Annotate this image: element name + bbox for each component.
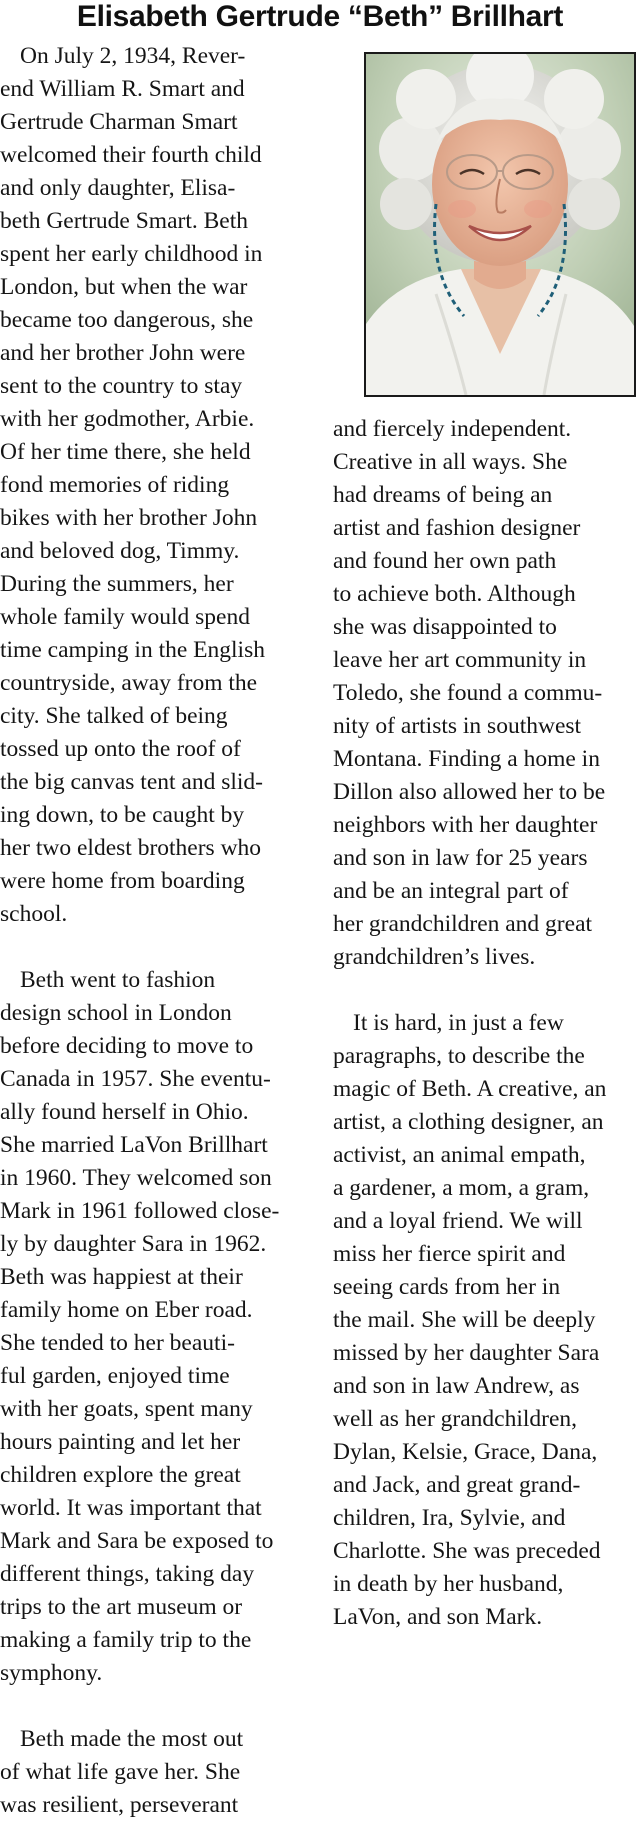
text-line: and son in law for 25 years [333,845,588,871]
text-line: children explore the great [0,1462,241,1488]
text-line: leave her art community in [333,647,587,673]
text-line: ly by daughter Sara in 1962. [0,1231,267,1257]
text-line: Gertrude Charman Smart [0,109,238,135]
text-line: tossed up onto the roof of [0,736,241,762]
paragraph-gap [333,974,640,1007]
text-line: ally found herself in Ohio. [0,1099,249,1125]
text-line: with her goats, spent many [0,1396,253,1422]
text-line: welcomed their fourth child [0,142,262,168]
text-line: world. It was important that [0,1495,262,1521]
text-line: time camping in the English [0,637,265,663]
text-line: sent to the country to stay [0,373,243,399]
text-line: making a family trip to the [0,1627,252,1653]
text-line: nity of artists in southwest [333,713,582,739]
text-line: Dylan, Kelsie, Grace, Dana, [333,1439,598,1465]
text-line: spent her early childhood in [0,241,263,267]
text-line: Montana. Finding a home in [333,746,600,772]
text-line: Mark in 1961 followed close- [0,1198,280,1224]
text-line: Charlotte. She was preceded [333,1538,601,1564]
text-line: LaVon, and son Mark. [333,1604,543,1630]
text-line: Beth made the most out [20,1726,244,1752]
text-line: beth Gertrude Smart. Beth [0,208,248,234]
text-line: and a loyal friend. We will [333,1208,583,1234]
text-line: and be an integral part of [333,878,569,904]
text-line: Canada in 1957. She eventu- [0,1066,271,1092]
text-line: bikes with her brother John [0,505,258,531]
text-line: symphony. [0,1660,103,1686]
text-line: neighbors with her daughter [333,812,598,838]
text-line: city. She talked of being [0,703,228,729]
text-line: and son in law Andrew, as [333,1373,580,1399]
text-line: design school in London [0,1000,232,1026]
text-line: was resilient, perseverant [0,1792,239,1818]
portrait-illustration [366,54,634,395]
text-line: Beth was happiest at their [0,1264,243,1290]
text-line: It is hard, in just a few [353,1010,564,1036]
text-line: and beloved dog, Timmy. [0,538,240,564]
text-line: magic of Beth. A creative, an [333,1076,607,1102]
text-line: the mail. She will be deeply [333,1307,596,1333]
text-line: whole family would spend [0,604,250,630]
text-line: to achieve both. Although [333,581,576,607]
paragraph-gap [0,931,318,964]
text-line: she was disappointed to [333,614,557,640]
portrait-photo [364,52,636,397]
text-line: hours painting and let her [0,1429,241,1455]
text-line: end William R. Smart and [0,76,245,102]
text-line: and fiercely independent. [333,416,572,442]
text-line: in 1960. They welcomed son [0,1165,272,1191]
text-line: countryside, away from the [0,670,258,696]
text-line: Dillon also allowed her to be [333,779,606,805]
text-line: During the summers, her [0,571,234,597]
text-line: and Jack, and great grand- [333,1472,581,1498]
text-line: ful garden, enjoyed time [0,1363,230,1389]
text-line: her grandchildren and great [333,911,593,937]
text-line: artist and fashion designer [333,515,581,541]
text-line: fond memories of riding [0,472,230,498]
text-line: with her godmother, Arbie. [0,406,255,432]
text-line: On July 2, 1934, Rever- [20,43,246,69]
text-line: Of her time there, she held [0,439,251,465]
text-line: Creative in all ways. She [333,449,568,475]
text-line: well as her grandchildren, [333,1406,578,1432]
text-line: artist, a clothing designer, an [333,1109,604,1135]
text-line: family home on Eber road. [0,1297,253,1323]
paragraph-gap [0,1690,318,1723]
text-line: London, but when the war [0,274,248,300]
text-line: children, Ira, Sylvie, and [333,1505,566,1531]
text-line: Beth went to fashion [20,967,216,993]
text-line: grandchildren’s lives. [333,944,536,970]
text-line: before deciding to move to [0,1033,254,1059]
text-line: She tended to her beauti- [0,1330,235,1356]
text-line: activist, an animal empath, [333,1142,586,1168]
text-line: trips to the art museum or [0,1594,243,1620]
text-line: and her brother John were [0,340,246,366]
text-line: ing down, to be caught by [0,802,245,828]
right-text-column [333,413,640,1634]
text-line: a gardener, a mom, a gram, [333,1175,590,1201]
text-line: She married LaVon Brillhart [0,1132,268,1158]
text-line: were home from boarding [0,868,245,894]
text-line: became too dangerous, she [0,307,254,333]
text-line: of what life gave her. She [0,1759,241,1785]
text-line: and only daughter, Elisa- [0,175,236,201]
text-line: paragraphs, to describe the [333,1043,585,1069]
text-line: had dreams of being an [333,482,553,508]
obituary-title: Elisabeth Gertrude “Beth” Brillhart [76,0,564,33]
text-line: Toledo, she found a commu- [333,680,603,706]
text-line: and found her own path [333,548,557,574]
text-line: school. [0,901,68,927]
text-line: missed by her daughter Sara [333,1340,600,1366]
text-line: Mark and Sara be exposed to [0,1528,274,1554]
text-line: in death by her husband, [333,1571,564,1597]
text-line: her two eldest brothers who [0,835,262,861]
text-line: different things, taking day [0,1561,255,1587]
text-line: seeing cards from her in [333,1274,561,1300]
left-text-column [0,40,318,1822]
text-line: miss her fierce spirit and [333,1241,566,1267]
text-line: the big canvas tent and slid- [0,769,263,795]
